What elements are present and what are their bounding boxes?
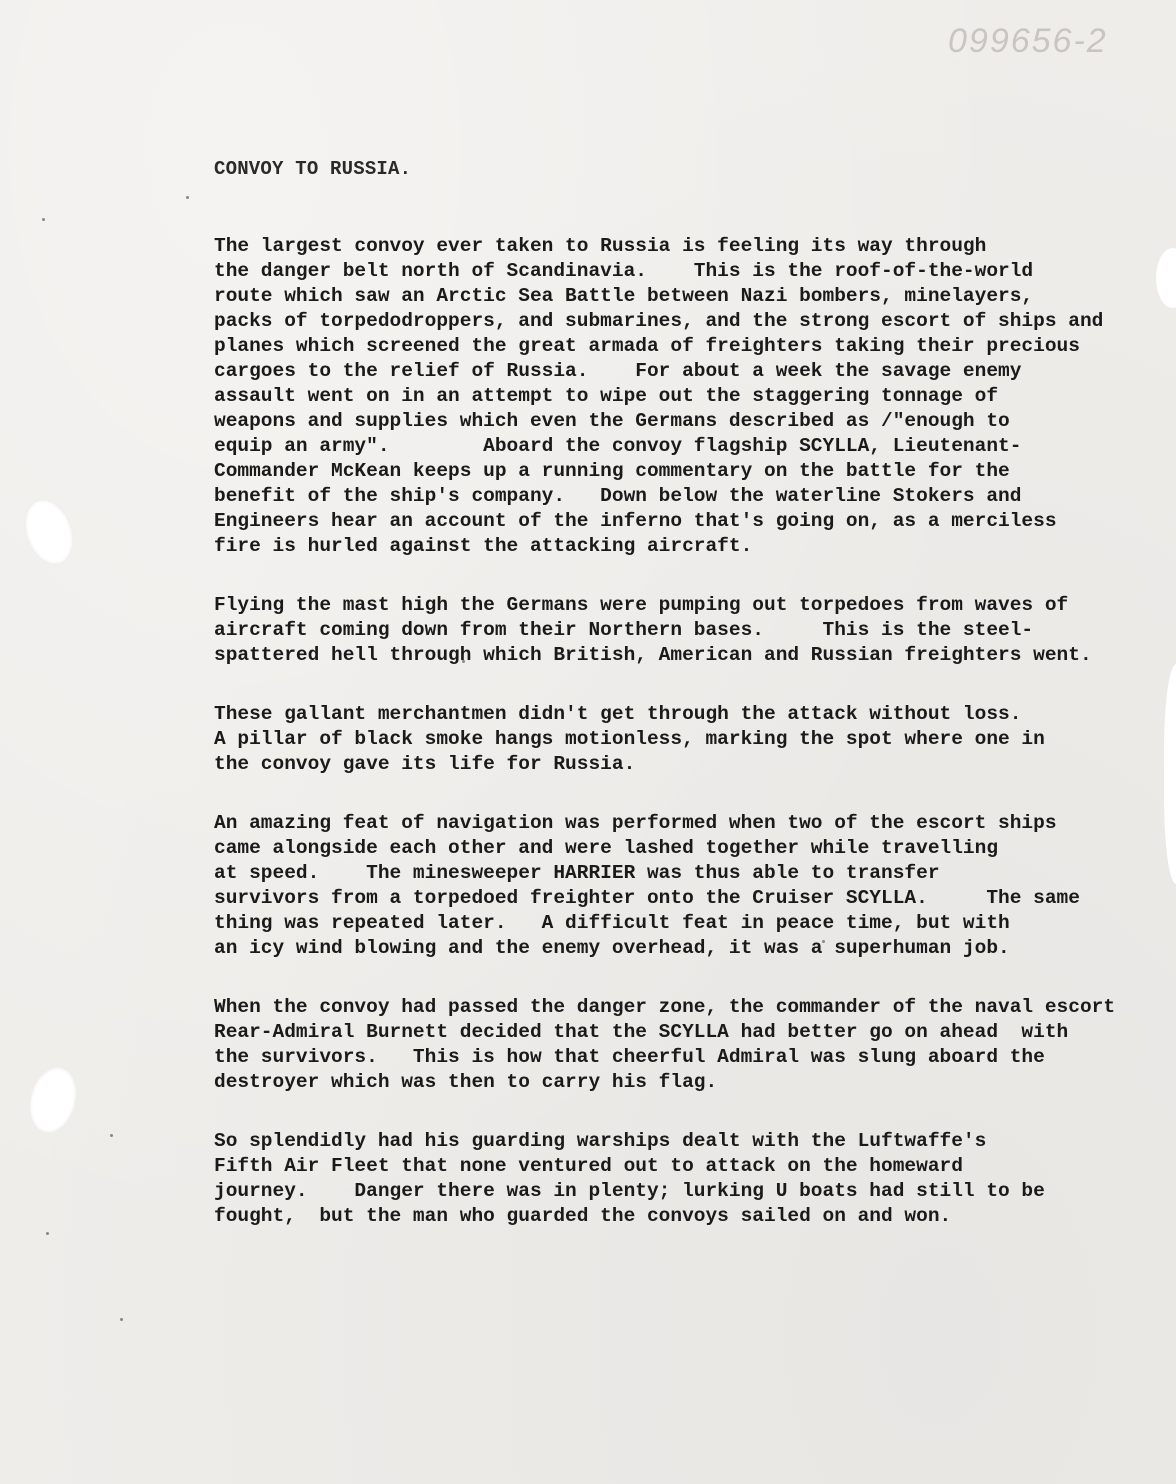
text-line: came alongside each other and were lashed together while travelling <box>214 837 999 859</box>
paper-speck <box>42 218 45 221</box>
text-line: planes which screened the great armada of freighters taking their precious <box>214 335 1080 357</box>
punch-hole-upper <box>16 492 82 572</box>
text-line: assault went on in an attempt to wipe out the staggering tonnage of <box>214 385 999 407</box>
text-line: route which saw an Arctic Sea Battle between Nazi bombers, minelayers, <box>214 285 1034 307</box>
text-line: fire is hurled against the attacking aircraft. <box>214 535 753 557</box>
punch-hole-lower <box>22 1061 84 1139</box>
text-line: Engineers hear an account of the inferno that's going on, as a merciless <box>214 510 1057 532</box>
text-line: Fifth Air Fleet that none ventured out to attack on the homeward <box>214 1155 963 1177</box>
text-line: An amazing feat of navigation was performed when two of the escort ships <box>214 812 1057 834</box>
text-line: benefit of the ship's company. Down below the waterline Stokers and <box>214 485 1022 507</box>
text-line: So splendidly had his guarding warships dealt with the Luftwaffe's <box>214 1130 987 1152</box>
text-line: at speed. The minesweeper HARRIER was thus able to transfer <box>214 862 940 884</box>
text-line: destroyer which was then to carry his flag. <box>214 1071 718 1093</box>
document-title: CONVOY TO RUSSIA. <box>214 158 412 180</box>
paragraph <box>214 811 1174 961</box>
text-line: packs of torpedodroppers, and submarines, and the strong escort of ships and <box>214 310 1104 332</box>
text-line: equip an army". Aboard the convoy flagship SCYLLA, Lieutenant- <box>214 435 1022 457</box>
text-line: weapons and supplies which even the Germans described as /"enough to <box>214 410 1010 432</box>
text-line: The largest convoy ever taken to Russia is feeling its way through <box>214 235 987 257</box>
paragraph <box>214 995 1174 1095</box>
text-line: the survivors. This is how that cheerful Admiral was slung aboard the <box>214 1046 1045 1068</box>
text-line: journey. Danger there was in plenty; lurking U boats had still to be <box>214 1180 1045 1202</box>
text-line: an icy wind blowing and the enemy overhead, it was a superhuman job. <box>214 937 1010 959</box>
paragraph <box>214 234 1174 559</box>
reference-number: 099656-2 <box>948 22 1108 60</box>
text-line: the danger belt north of Scandinavia. This is the roof-of-the-world <box>214 260 1034 282</box>
text-line: fought, but the man who guarded the convoys sailed on and won. <box>214 1205 952 1227</box>
text-line: aircraft coming down from their Northern bases. This is the steel- <box>214 619 1034 641</box>
text-line: cargoes to the relief of Russia. For about a week the savage enemy <box>214 360 1022 382</box>
text-line: thing was repeated later. A difficult feat in peace time, but with <box>214 912 1010 934</box>
paper-speck <box>120 1318 123 1321</box>
text-line: Commander McKean keeps up a running commentary on the battle for the <box>214 460 1010 482</box>
paper-speck <box>186 196 189 199</box>
text-line: Rear-Admiral Burnett decided that the SCYLLA had better go on ahead with <box>214 1021 1069 1043</box>
paper-speck <box>110 1134 113 1137</box>
text-line: spattered hell through which British, American and Russian freighters went. <box>214 644 1092 666</box>
paper-speck <box>46 1232 49 1235</box>
text-line: Flying the mast high the Germans were pumping out torpedoes from waves of <box>214 594 1069 616</box>
text-line: survivors from a torpedoed freighter onto the Cruiser SCYLLA. The same <box>214 887 1080 909</box>
paragraph <box>214 702 1174 777</box>
paragraph <box>214 1129 1174 1229</box>
text-line: When the convoy had passed the danger zone, the commander of the naval escort <box>214 996 1116 1018</box>
paragraph <box>214 593 1174 668</box>
text-line: These gallant merchantmen didn't get through the attack without loss. <box>214 703 1022 725</box>
text-line: the convoy gave its life for Russia. <box>214 753 636 775</box>
document-body <box>214 234 1174 1263</box>
text-line: A pillar of black smoke hangs motionless, marking the spot where one in <box>214 728 1045 750</box>
